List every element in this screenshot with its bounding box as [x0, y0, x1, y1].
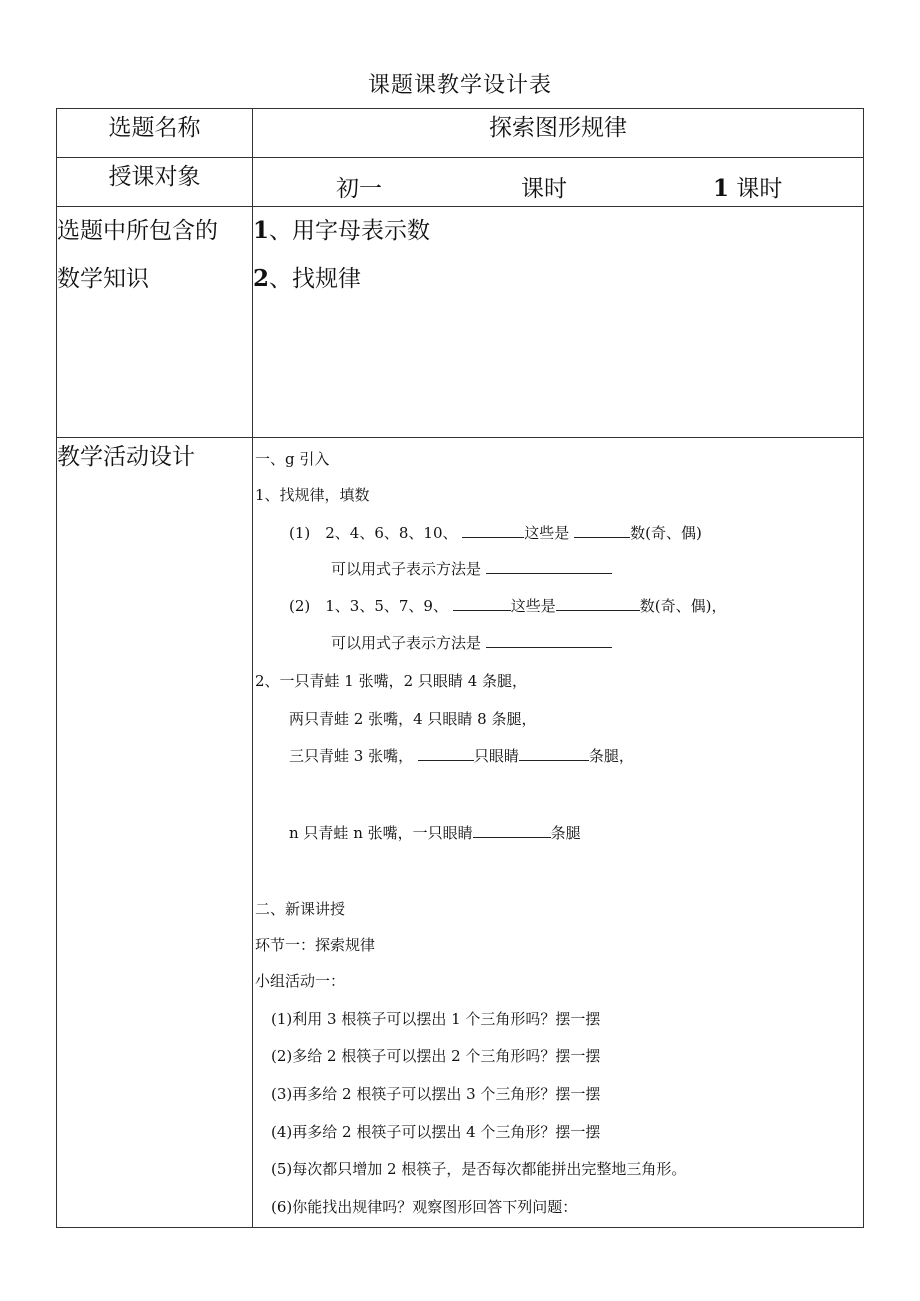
stage-1-heading: 环节一：探索规律: [255, 936, 376, 954]
frog-line-n-legs: 条腿: [550, 824, 581, 842]
answer-blank[interactable]: [556, 596, 640, 611]
knowledge-item-text: 、用字母表示数: [269, 218, 431, 244]
knowledge-item: [253, 207, 863, 255]
answer-blank[interactable]: [473, 823, 551, 838]
answer-blank[interactable]: [574, 523, 630, 538]
period-num: 1: [713, 175, 730, 202]
activity-item-2: (2)多给 2 根筷子可以摆出 2 个三角形吗？摆一摆: [271, 1047, 601, 1065]
answer-blank[interactable]: [519, 746, 589, 761]
frog-line-3-legs: 条腿，: [588, 747, 634, 765]
knowledge-list: [253, 207, 864, 438]
page-title: 课题课教学设计表: [367, 73, 552, 98]
topic-label: 选题名称: [57, 109, 253, 158]
target-grade: 初一: [336, 176, 382, 202]
knowledge-label-line2: 数学知识: [57, 266, 149, 292]
section-intro: 一、g 引入: [255, 450, 330, 468]
knowledge-item-text: 、找规律: [269, 266, 362, 292]
activity-label: 教学活动设计: [57, 438, 253, 1228]
period-label: 课时: [521, 176, 567, 202]
sequence-odd: [289, 595, 726, 616]
activity-item-5: (5)每次都只增加 2 根筷子，是否每次都能拼出完整地三角形。: [271, 1160, 687, 1178]
activity-item-6: (6)你能找出规律吗？观察图形回答下列问题：: [271, 1198, 578, 1216]
expression-even-text: 可以用式子表示方法是: [331, 560, 482, 578]
activity-row: [57, 438, 864, 1228]
frog-line-3: [289, 745, 634, 766]
lesson-design-table: [56, 108, 864, 1228]
frog-line-3-eyes: 只眼睛: [473, 747, 519, 765]
expression-even: [331, 558, 612, 579]
target-row: [57, 158, 864, 207]
topic-row: [57, 109, 864, 158]
knowledge-item: [253, 255, 863, 303]
knowledge-item-num: 2: [253, 265, 270, 292]
answer-blank[interactable]: [462, 523, 524, 538]
topic-value: 探索图形规律: [253, 109, 864, 158]
sequence-even-are: 这些是: [524, 524, 570, 542]
expression-odd: [331, 632, 612, 653]
expression-odd-text: 可以用式子表示方法是: [331, 634, 482, 652]
answer-blank[interactable]: [453, 596, 511, 611]
target-label: 授课对象: [57, 158, 253, 207]
sequence-odd-are: 这些是: [510, 597, 556, 615]
answer-blank[interactable]: [418, 746, 474, 761]
knowledge-item-num: 1: [253, 217, 270, 244]
period-value: [713, 170, 782, 203]
knowledge-label-line1: 选题中所包含的: [57, 218, 218, 244]
frog-line-n: [289, 822, 581, 843]
answer-blank[interactable]: [486, 633, 612, 648]
frog-line-3-text: 三只青蛙 3 张嘴，: [289, 747, 414, 765]
sequence-even-text: (1) 2、4、6、8、10、: [289, 524, 458, 542]
knowledge-row: [57, 207, 864, 438]
frog-line-2: 两只青蛙 2 张嘴，4 只眼睛 8 条腿，: [289, 710, 537, 728]
sequence-even-type: 数(奇、偶): [630, 524, 702, 542]
sequence-even: [289, 522, 702, 543]
activity-item-3: (3)再多给 2 根筷子可以摆出 3 个三角形？摆一摆: [271, 1085, 601, 1103]
answer-blank[interactable]: [486, 559, 612, 574]
period-unit: 课时: [736, 176, 783, 202]
task-1-heading: 1、找规律，填数: [255, 486, 370, 504]
frog-line-1: 2、一只青蛙 1 张嘴，2 只眼睛 4 条腿，: [255, 672, 528, 690]
activity-item-1: (1)利用 3 根筷子可以摆出 1 个三角形吗？摆一摆: [271, 1010, 601, 1028]
knowledge-label: [57, 207, 253, 438]
sequence-odd-text: (2) 1、3、5、7、9、: [289, 597, 448, 615]
activity-content: [253, 438, 864, 1228]
frog-line-n-text: n 只青蛙 n 张嘴，一只眼睛: [289, 824, 473, 842]
target-cell: [253, 158, 864, 207]
section-new-lesson: 二、新课讲授: [255, 900, 346, 918]
group-activity-heading: 小组活动一：: [255, 972, 346, 990]
sequence-odd-type: 数(奇、偶)，: [639, 597, 727, 615]
activity-item-4: (4)再多给 2 根筷子可以摆出 4 个三角形？摆一摆: [271, 1123, 601, 1141]
